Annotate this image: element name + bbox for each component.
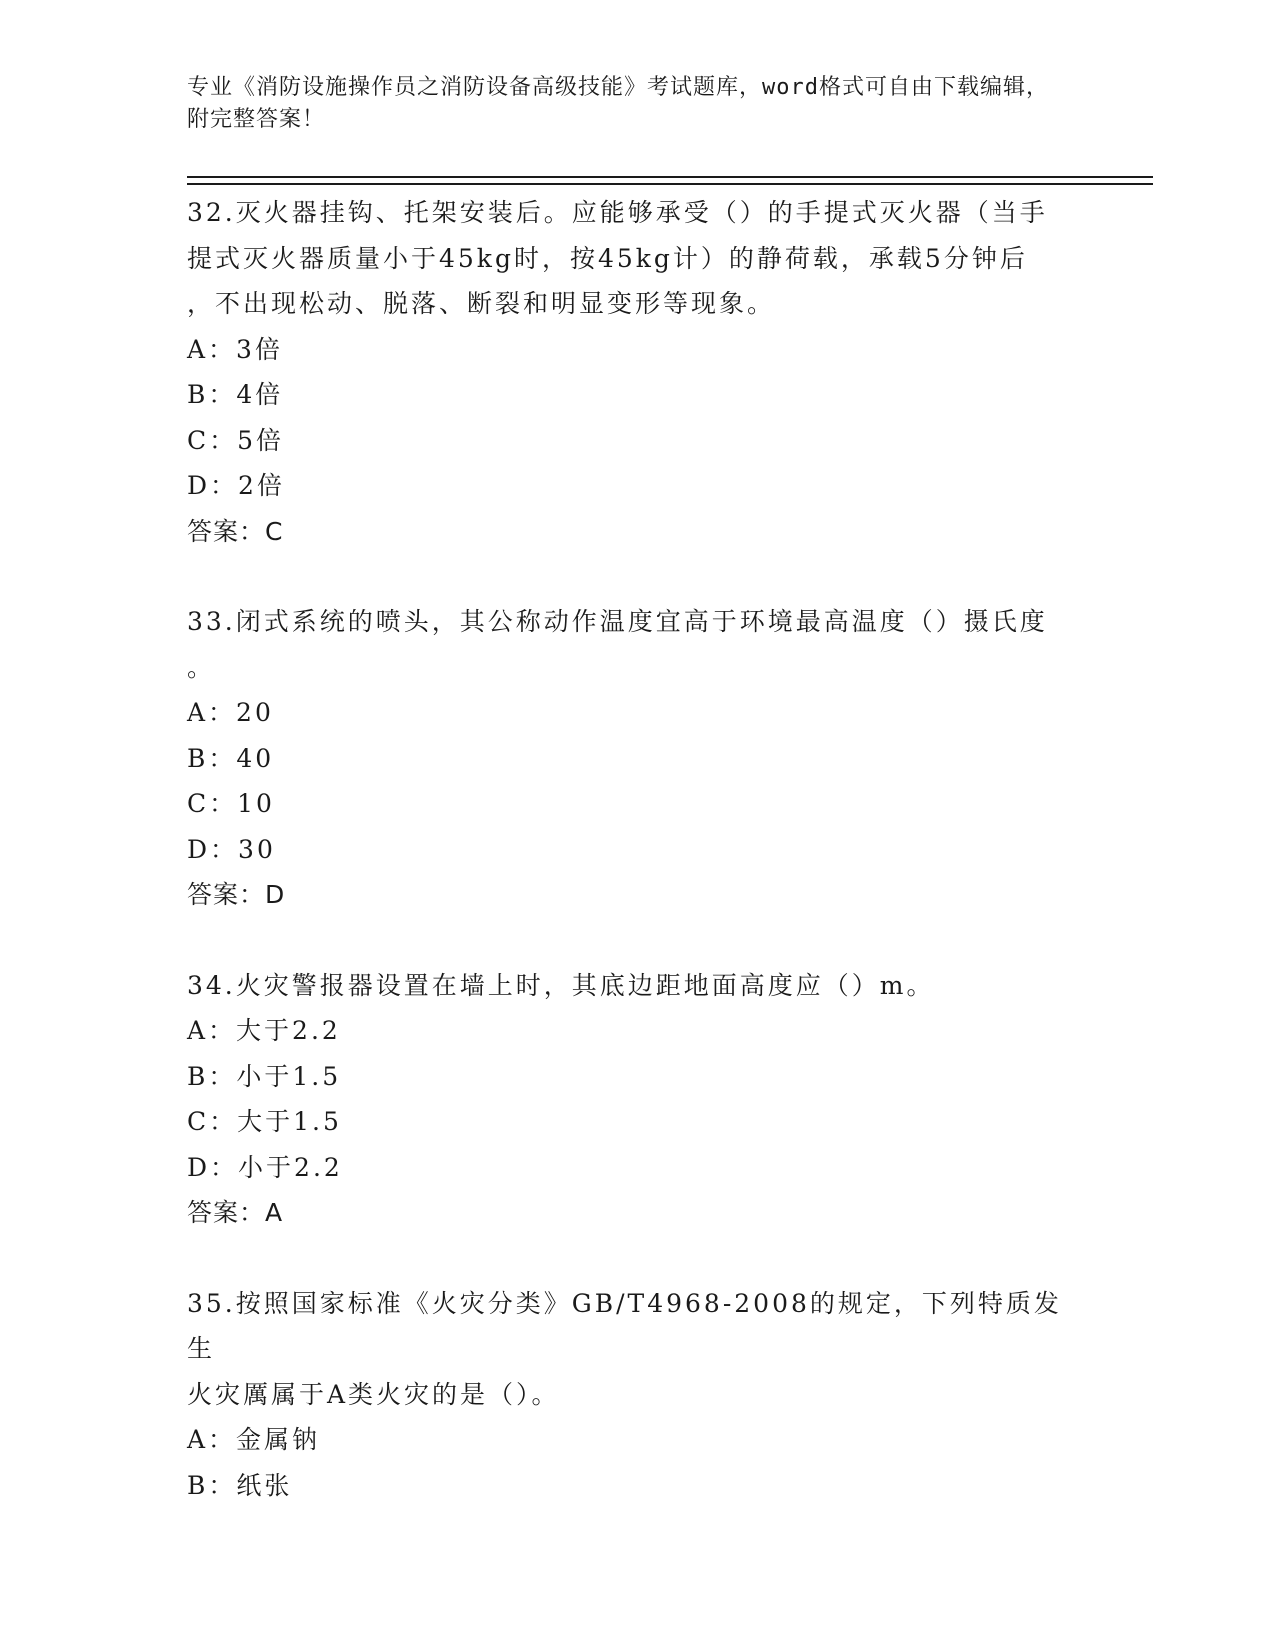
option-a: A：金属钠 — [187, 1425, 321, 1454]
question-32 — [187, 190, 1087, 554]
question-stem-line: 提式灭火器质量小于45kg时，按45kg计）的静荷载，承载5分钟后 — [187, 243, 1028, 273]
question-33 — [187, 599, 1087, 918]
question-spacer — [187, 1236, 1087, 1281]
question-spacer — [187, 554, 1087, 599]
question-stem-line: 。 — [187, 652, 216, 682]
header-divider-top — [187, 176, 1153, 178]
option-a: A：3倍 — [187, 334, 283, 364]
question-34 — [187, 963, 1087, 1236]
question-stem-line: 32.灭火器挂钩、托架安装后。应能够承受（）的手提式灭火器（当手 — [187, 198, 1048, 227]
question-spacer — [187, 918, 1087, 963]
question-stem-line: 火灾厲属于A类火灾的是（）。 — [187, 1379, 560, 1409]
option-c: C：大于1.5 — [187, 1107, 342, 1136]
option-b: B：纸张 — [187, 1470, 293, 1500]
option-d: D：小于2.2 — [187, 1152, 343, 1182]
question-stem-line: 33.闭式系统的喷头，其公称动作温度宜高于环境最高温度（）摄氏度 — [187, 607, 1048, 636]
option-a: A：20 — [187, 698, 274, 727]
header-divider-bottom — [187, 183, 1153, 185]
question-list — [187, 190, 1087, 1508]
question-stem-line: 34.火灾警报器设置在墙上时，其底边距地面高度应（）m。 — [187, 970, 935, 1000]
document-header: 专业《消防设施操作员之消防设备高级技能》考试题库，word格式可自由下载编辑，附完整答案！ — [187, 75, 1049, 132]
option-c: C：10 — [187, 789, 275, 818]
question-stem-line: 35.按照国家标准《火灾分类》GB/T4968-2008的规定，下列特质发生 — [187, 1288, 1062, 1363]
answer-line: 答案：A — [187, 1198, 284, 1227]
option-d: D：2倍 — [187, 471, 285, 500]
answer-line: 答案：C — [187, 516, 284, 546]
option-c: C：5倍 — [187, 425, 285, 455]
option-b: B：40 — [187, 743, 275, 773]
answer-line: 答案：D — [187, 880, 286, 909]
question-stem-line: ，不出现松动、脱落、断裂和明显变形等现象。 — [187, 289, 776, 318]
option-d: D：30 — [187, 834, 276, 864]
question-35 — [187, 1281, 1087, 1509]
option-b: B：4倍 — [187, 380, 284, 409]
option-a: A：大于2.2 — [187, 1016, 341, 1045]
option-b: B：小于1.5 — [187, 1061, 342, 1091]
